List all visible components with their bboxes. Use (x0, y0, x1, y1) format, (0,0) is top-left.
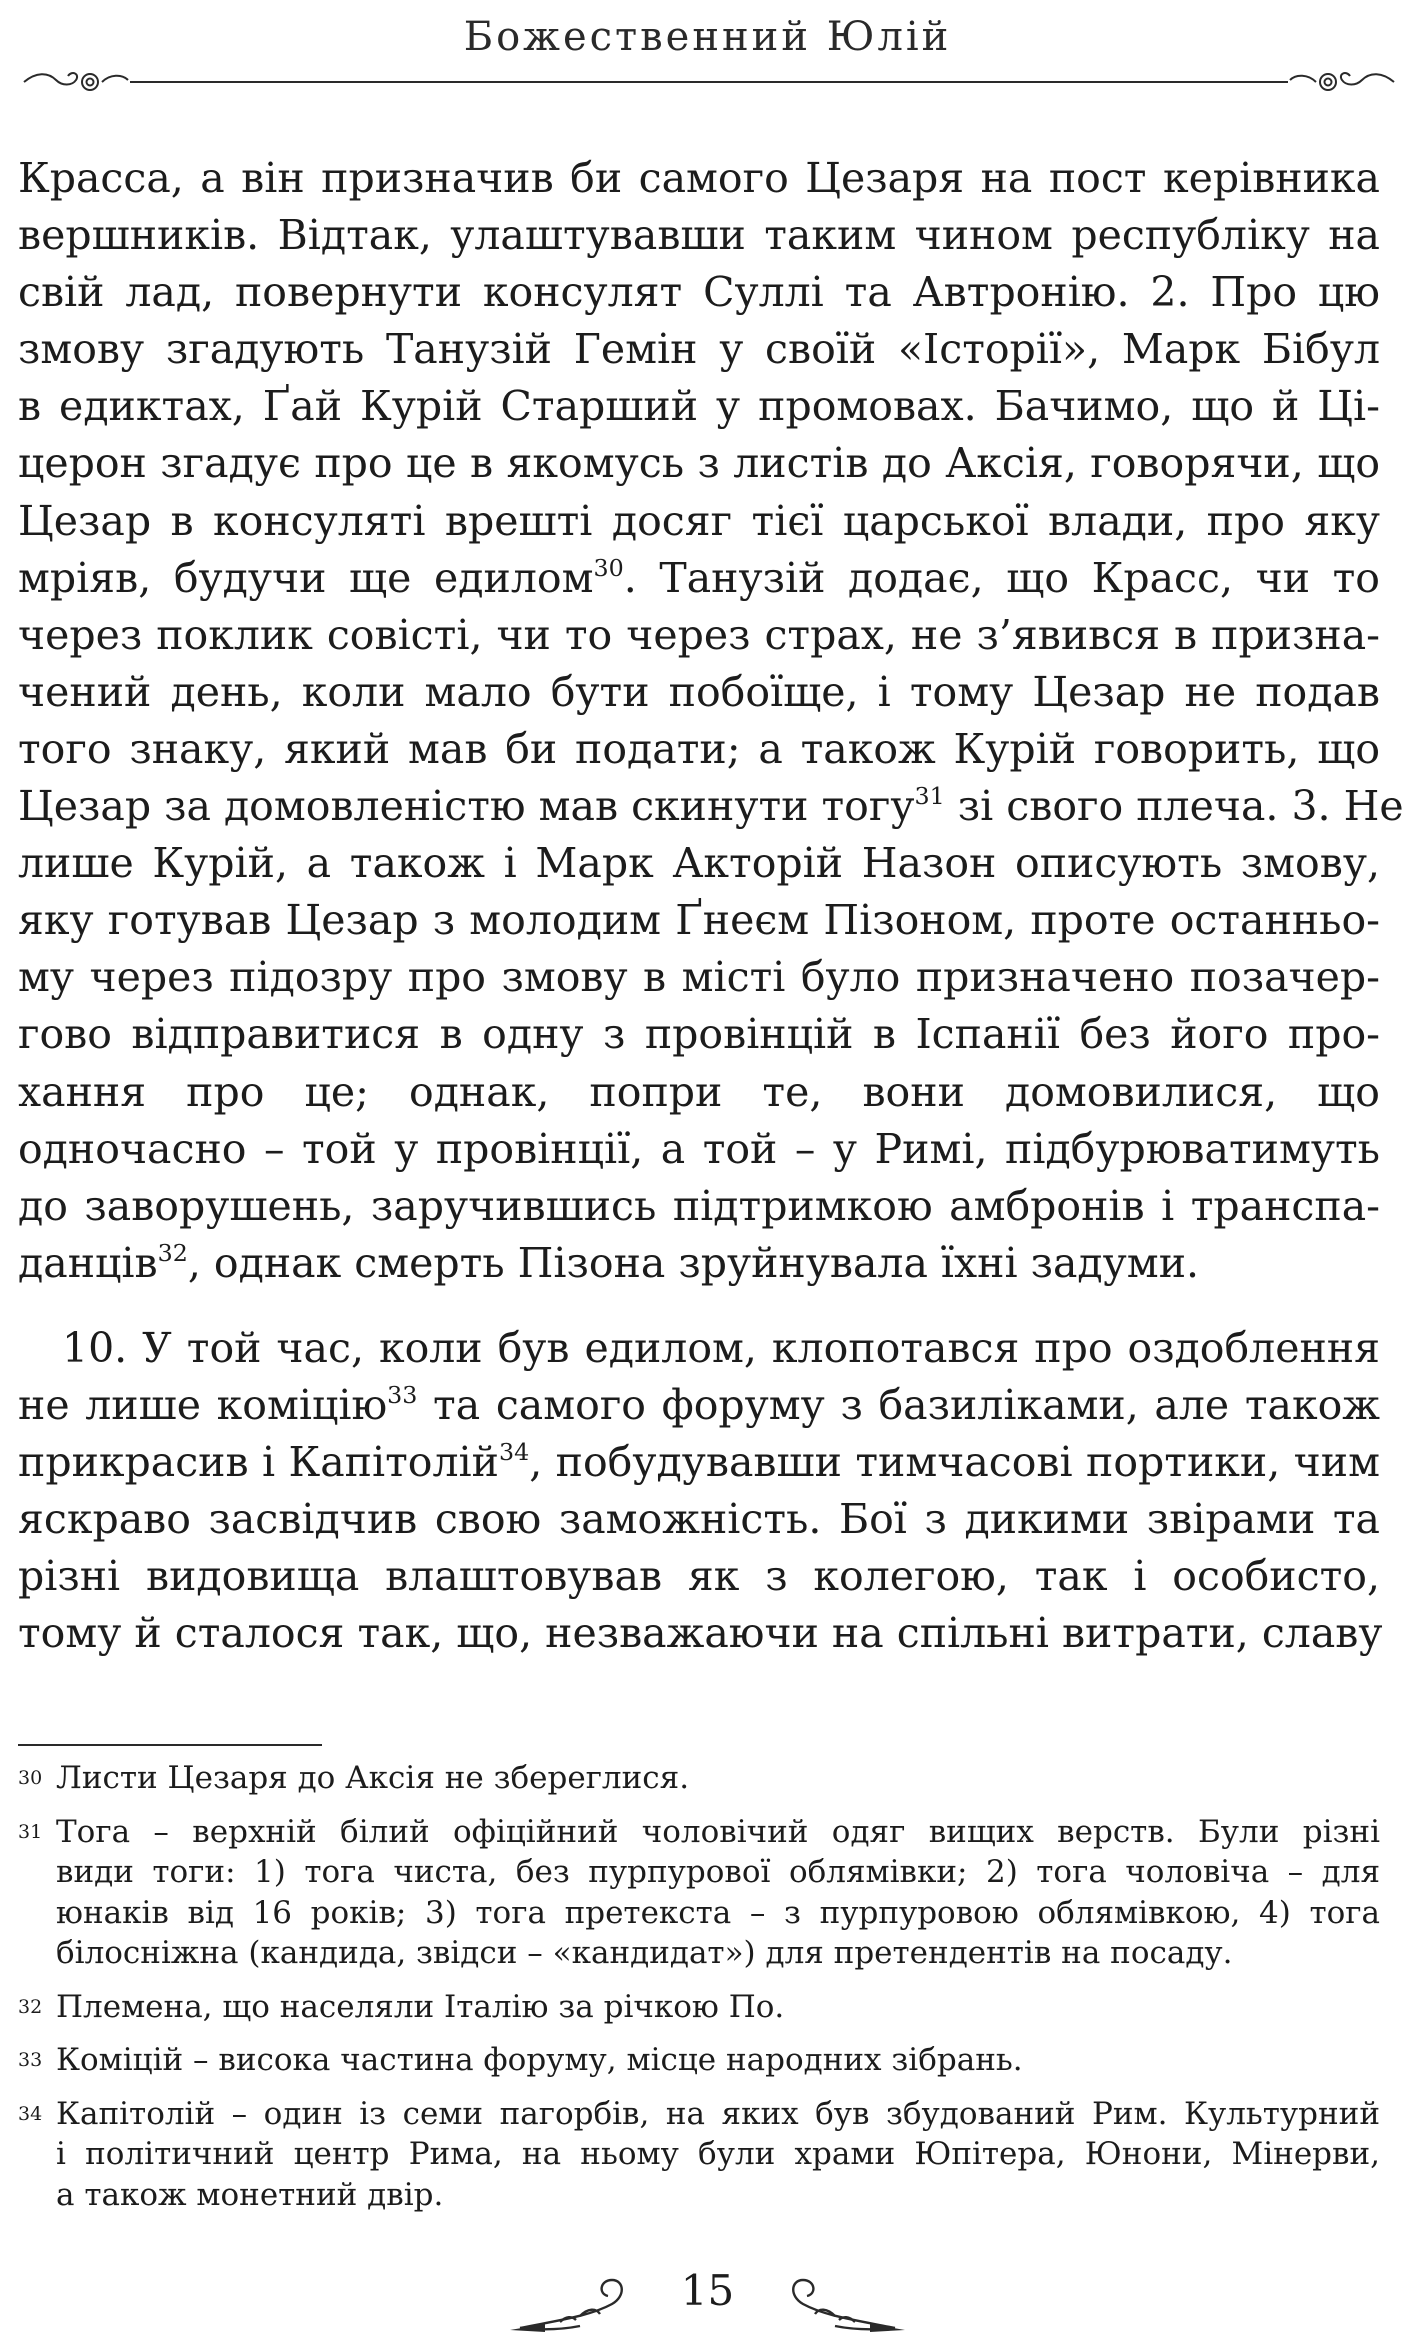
footnote-reference[interactable]: 32 (157, 1238, 188, 1267)
footnote-line: Тога – верхній білий офіційний чоловічий одяг вищих верств. Були різні (56, 1813, 1380, 1850)
text-line (18, 1235, 1380, 1292)
footnote-number: 31 (18, 1820, 43, 1843)
page-folio (0, 2258, 1415, 2338)
body-paragraph-1 (18, 150, 1404, 1292)
text-line: змову згадують Танузій Гемін у своїй «Історії», Марк Бібул (18, 325, 1380, 374)
footnote-34 (18, 2094, 1380, 2216)
text-line: одночасно – той у провінції, а той – у Римі, підбурюватимуть (18, 1124, 1380, 1173)
text-line: хання про це; однак, попри те, вони домовилися, що (18, 1067, 1380, 1116)
footnote-30 (18, 1758, 1380, 1799)
text-line: до заворушень, заручившись підтримкою амбронів і транспа- (18, 1181, 1380, 1230)
footnote-line: види тоги: 1) тога чиста, без пурпурової облямівки; 2) тога чоловіча – для (56, 1854, 1380, 1890)
text-line (18, 550, 1380, 607)
footnote-31 (18, 1812, 1380, 1974)
footnote-number: 32 (18, 1995, 43, 2018)
footnote-reference[interactable]: 31 (914, 782, 945, 811)
text-fragment: не лише коміцію (18, 1381, 388, 1430)
text-fragment: , побудувавши тимчасові портики, чим (529, 1438, 1380, 1487)
text-line: Красса, а він призначив би самого Цезаря на пост керівника (18, 154, 1380, 202)
text-line: гово відправитися в одну з провінцій в Іспанії без його про- (18, 1010, 1380, 1059)
text-line (18, 1377, 1380, 1434)
text-line: різні видовища влаштовував як з колегою, так і особисто, (18, 1552, 1380, 1601)
text-fragment: , однак смерть Пізона зруйнувала їхні задуми. (187, 1238, 1200, 1287)
text-line: 10. У той час, коли був едилом, клопотався про оздоблення (62, 1324, 1380, 1372)
footnote-line: Капітолій – один із семи пагорбів, на яких був збудований Рим. Культурний (56, 2095, 1380, 2132)
footnote-line: і політичний центр Рима, на ньому були храми Юпітера, Юнони, Мінерви, (56, 2136, 1380, 2172)
text-line: в едиктах, Ґай Курій Старший у промовах. Бачимо, що й Ці- (18, 382, 1380, 431)
text-line: яскраво засвідчив свою заможність. Бої з дикими звірами та (18, 1495, 1380, 1544)
text-line (18, 778, 1404, 835)
text-fragment: та самого форуму з базиліками, але також (417, 1381, 1380, 1430)
text-fragment: зі свого плеча. 3. Не (944, 782, 1404, 831)
footnotes (18, 1758, 1380, 2228)
footnote-line: юнаків від 16 років; 3) тога претекста – з пурпуровою облямівкою, 4) тога (56, 1894, 1380, 1931)
text-line: тому й сталося так, що, незважаючи на спільні витрати, славу (18, 1609, 1383, 1658)
text-fragment: данців (18, 1238, 158, 1287)
footnote-line: білосніжна (кандида, звідси – «кандидат») для претендентів на посаду. (56, 1935, 1233, 1971)
page-number: 15 (680, 2266, 735, 2315)
text-line: му через підозру про змову в місті було призначено позачер- (18, 953, 1380, 1002)
body-paragraph-2 (18, 1320, 1383, 1663)
footnote-line: а також монетний двір. (56, 2176, 444, 2213)
text-line: вершників. Відтак, улаштувавши таким чином республіку на (18, 211, 1380, 260)
text-fragment: Цезар за домовленістю мав скинути тогу (18, 782, 915, 831)
footnote-number: 30 (18, 1767, 43, 1789)
footnote-number: 33 (18, 2049, 43, 2071)
text-line: того знаку, який мав би подати; а також Курій говорить, що (18, 724, 1380, 773)
text-line (18, 1434, 1380, 1491)
running-title: Божественний Юлій (463, 14, 952, 60)
footnote-line: Племена, що населяли Італію за річкою По. (56, 1988, 785, 2025)
text-line: церон згадує про це в якомусь з листів до Аксія, говорячи, що (18, 439, 1380, 488)
text-line: Цезар в консуляті врешті досяг тієї царської влади, про яку (18, 496, 1380, 545)
footnote-line: Листи Цезаря до Аксія не збереглися. (56, 1760, 690, 1796)
footnote-line: Коміцій – висока частина форуму, місце народних зібрань. (56, 2042, 1023, 2078)
footnote-reference[interactable]: 30 (593, 553, 624, 582)
footnote-reference[interactable]: 34 (498, 1438, 530, 1467)
footnote-reference[interactable]: 33 (387, 1381, 418, 1410)
footnote-32 (18, 1987, 1380, 2028)
text-line: свій лад, повернути консулят Суллі та Автронію. 2. Про цю (18, 268, 1380, 317)
text-line: через поклик совісті, чи то через страх, не з’явився в призна- (18, 610, 1380, 659)
text-fragment: прикрасив і Капітолій (18, 1438, 499, 1487)
footnote-separator (18, 1744, 322, 1746)
text-line: чений день, коли мало бути побоїще, і тому Цезар не подав (18, 667, 1380, 716)
text-line: яку готував Цезар з молодим Ґнеєм Пізоном, проте останньо- (18, 896, 1380, 945)
header-ornamental-rule-icon (18, 62, 1400, 102)
text-fragment: мріяв, будучи ще едилом (18, 553, 594, 602)
text-line: лише Курій, а також і Марк Акторій Назон описують змову, (18, 839, 1380, 888)
text-fragment: . Танузій додає, що Красс, чи то (623, 553, 1380, 602)
footnote-33 (18, 2040, 1380, 2081)
footnote-number: 34 (18, 2102, 43, 2125)
